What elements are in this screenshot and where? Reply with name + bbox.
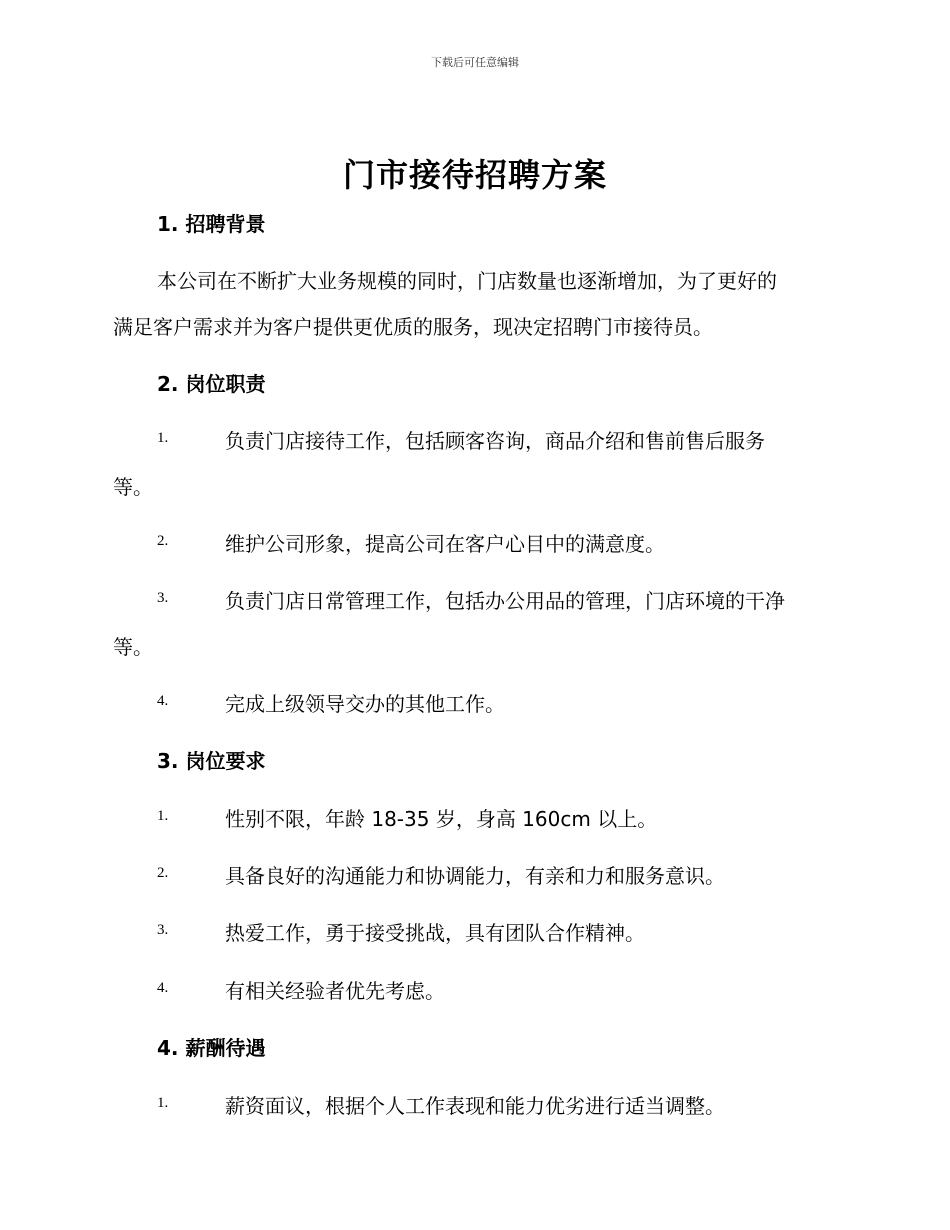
list-item-number: 2. bbox=[157, 865, 169, 881]
list-item-number: 1. bbox=[157, 808, 169, 824]
section-heading-compensation: 4. 薪酬待遇 bbox=[157, 1036, 266, 1060]
list-item-continuation: 等。 bbox=[113, 475, 153, 499]
list-item-text: 负责门店日常管理工作，包括办公用品的管理，门店环境的干净 bbox=[225, 589, 785, 613]
section-heading-background: 1. 招聘背景 bbox=[157, 212, 266, 236]
list-item-text: 薪资面议，根据个人工作表现和能力优劣进行适当调整。 bbox=[225, 1094, 725, 1118]
document-title: 门市接待招聘方案 bbox=[342, 156, 607, 194]
list-item-number: 3. bbox=[157, 590, 169, 606]
section-heading-requirements: 3. 岗位要求 bbox=[157, 749, 266, 773]
list-item-number: 1. bbox=[157, 1095, 169, 1111]
list-item-text: 完成上级领导交办的其他工作。 bbox=[225, 692, 505, 716]
paragraph-line: 本公司在不断扩大业务规模的同时，门店数量也逐渐增加，为了更好的 bbox=[157, 269, 777, 293]
list-item-text: 具备良好的沟通能力和协调能力，有亲和力和服务意识。 bbox=[225, 864, 725, 888]
list-item-text: 负责门店接待工作，包括顾客咨询，商品介绍和售前售后服务 bbox=[225, 429, 765, 453]
list-item-continuation: 等。 bbox=[113, 635, 153, 659]
section-heading-duties: 2. 岗位职责 bbox=[157, 372, 266, 396]
header-note: 下载后可任意编辑 bbox=[431, 56, 519, 69]
list-item-number: 2. bbox=[157, 533, 169, 549]
list-item-text: 维护公司形象，提高公司在客户心目中的满意度。 bbox=[225, 532, 665, 556]
list-item-text: 性别不限，年龄 18-35 岁，身高 160cm 以上。 bbox=[225, 807, 658, 831]
list-item-number: 4. bbox=[157, 693, 169, 709]
list-item-text: 热爱工作，勇于接受挑战，具有团队合作精神。 bbox=[225, 921, 645, 945]
list-item-number: 4. bbox=[157, 980, 169, 996]
list-item-number: 3. bbox=[157, 922, 169, 938]
paragraph-line: 满足客户需求并为客户提供更优质的服务，现决定招聘门市接待员。 bbox=[113, 315, 713, 339]
list-item-text: 有相关经验者优先考虑。 bbox=[225, 979, 445, 1003]
list-item-number: 1. bbox=[157, 430, 169, 446]
